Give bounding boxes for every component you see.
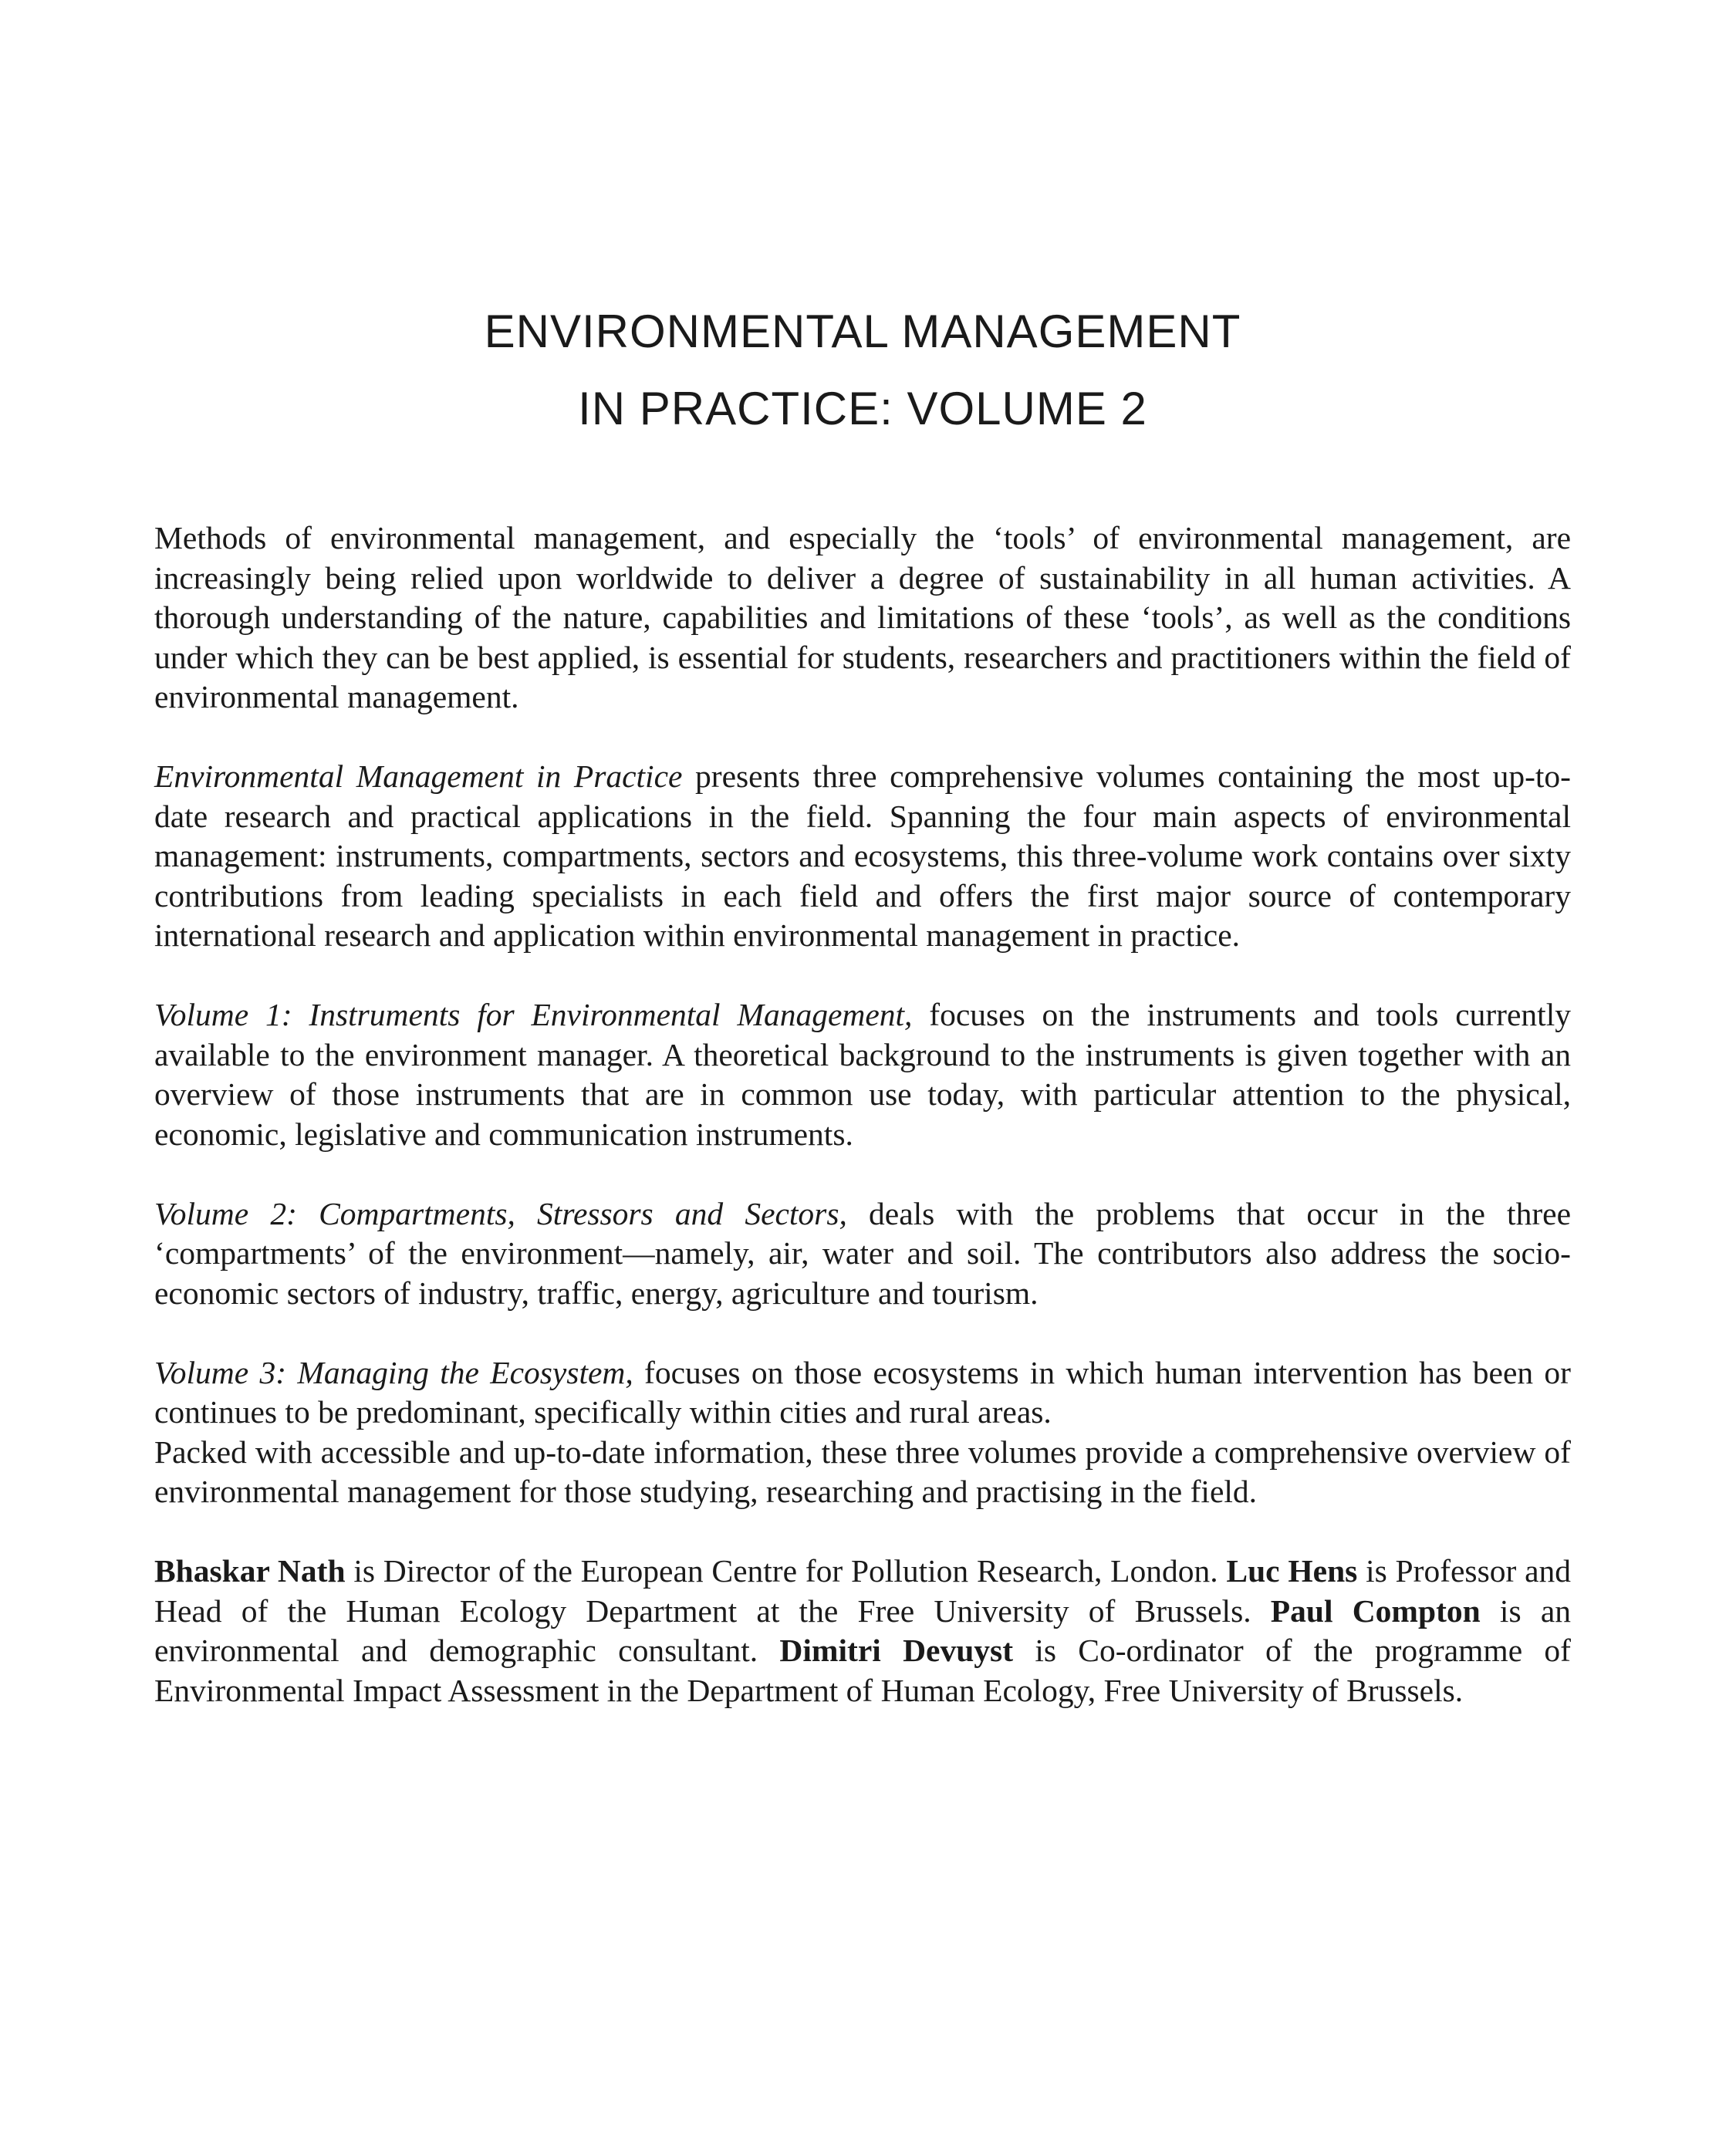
series-book-title: Environmental Management in Practice — [154, 758, 683, 794]
volume-1-description: focuses on the instruments and tools currently available to the environment manager. A theoretical background to the instruments is given together with an overview of those instruments that are in common use today, with particular attention to the physical, economic, legislative and communication instruments. — [154, 997, 1571, 1152]
author-4-name: Dimitri Devuyst — [779, 1633, 1014, 1668]
authors-paragraph — [154, 1552, 1571, 1710]
volume-1-title: Volume 1: Instruments for Environmental Management, — [154, 997, 913, 1032]
series-description: presents three comprehensive volumes containing the most up-to-date research and practical applications in the field. Spanning the four main aspects of environmental management: instruments, compartments, sectors and ecosystems, this three-volume work contains over sixty contributions from leading specialists in each field and offers the first major source of contemporary international research and application within environmental management in practice. — [154, 758, 1571, 953]
volume-3-paragraph — [154, 1353, 1571, 1433]
volume-2-title: Volume 2: Compartments, Stressors and Sectors, — [154, 1195, 847, 1231]
volume-1-paragraph — [154, 995, 1571, 1154]
title-line-1: ENVIRONMENTAL MANAGEMENT — [484, 306, 1241, 357]
back-cover — [154, 293, 1571, 1751]
author-1-name: Bhaskar Nath — [154, 1553, 346, 1589]
volume-2-description: deals with the problems that occur in the three ‘compartments’ of the environment—namely, air, water and soil. The contributors also address the socio-economic sectors of industry, traffic, energy, agriculture and tourism. — [154, 1195, 1571, 1311]
author-3-bio: is an environmental and demographic consultant. — [154, 1592, 1571, 1668]
author-3-name: Paul Compton — [1270, 1592, 1481, 1629]
volume-2-paragraph — [154, 1194, 1571, 1314]
author-2-bio: is Professor and Head of the Human Ecology Department at the Free University of Brussels. — [154, 1553, 1571, 1629]
volume-3-description: focuses on those ecosystems in which human intervention has been or continues to be predominant, specifically within cities and rural areas. — [154, 1354, 1571, 1430]
closing-paragraph: Packed with accessible and up-to-date information, these three volumes provide a comprehensive overview of environmental management for those studying, researching and practising in the field. — [154, 1434, 1571, 1509]
author-1-bio: is Director of the European Centre for Pollution Research, London. — [345, 1553, 1227, 1589]
intro-paragraph: Methods of environmental management, and especially the ‘tools’ of environmental management, are increasingly being relied upon worldwide to deliver a degree of sustainability in all human activities. A thorough understanding of the nature, capabilities and limitations of these ‘tools’, as well as the conditions under which they can be best applied, is essential for students, researchers and practitioners within the field of environmental management. — [154, 520, 1571, 714]
series-paragraph — [154, 757, 1571, 956]
page-title — [154, 293, 1571, 447]
author-4-bio: is Co-ordinator of the programme of Environmental Impact Assessment in the Department of Human Ecology, Free University of Brussels. — [154, 1633, 1571, 1708]
author-2-name: Luc Hens — [1226, 1553, 1358, 1589]
volume-3-title: Volume 3: Managing the Ecosystem, — [154, 1354, 633, 1390]
title-line-2: IN PRACTICE: VOLUME 2 — [578, 383, 1147, 434]
